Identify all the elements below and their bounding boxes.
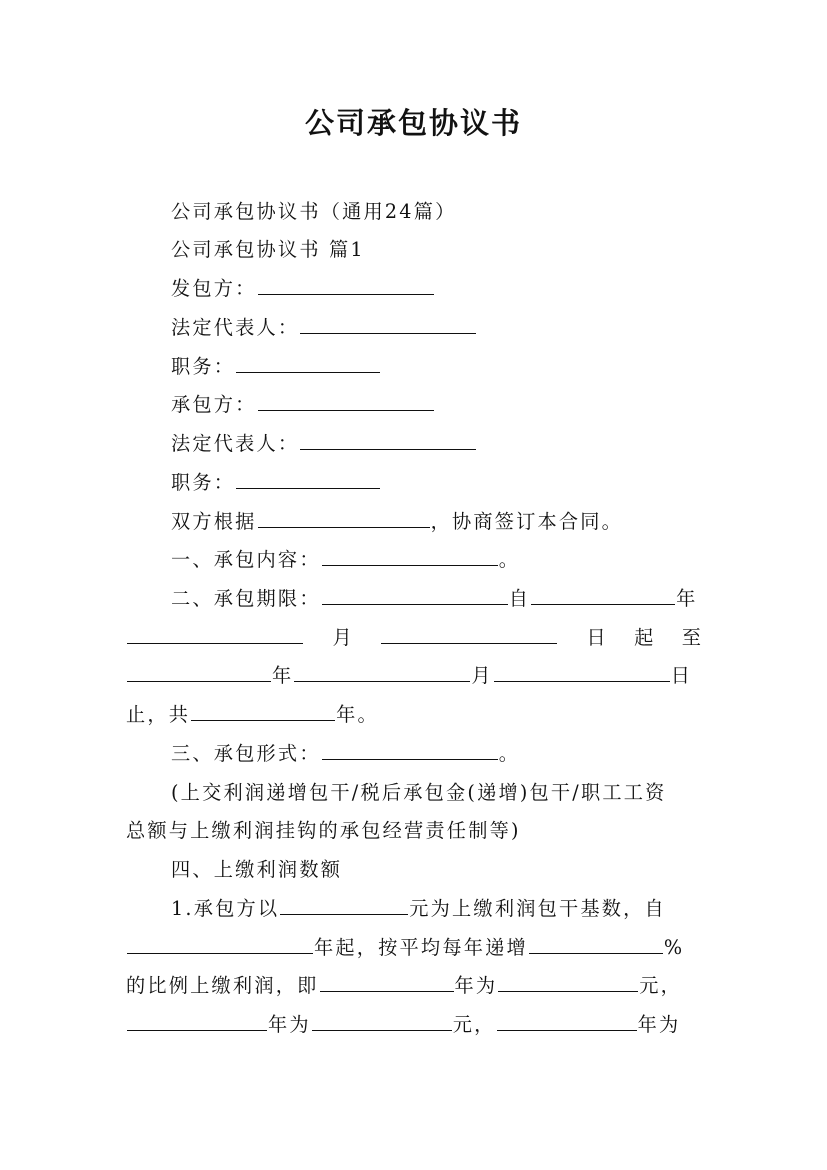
- position-blank-2: [236, 471, 380, 489]
- content-blank: [322, 548, 498, 566]
- profit-blank-2: [127, 936, 313, 954]
- form-blank: [322, 742, 498, 760]
- content-period: 。: [498, 548, 521, 571]
- legal-rep-blank-2: [300, 432, 476, 450]
- profit-year-label-3: 年为: [637, 1013, 681, 1036]
- profit-line-1: [171, 897, 666, 921]
- form-note-line-2: 总额与上缴利润挂钩的承包经营责任制等): [126, 819, 521, 842]
- profit-text-1: 1.承包方以: [171, 897, 280, 920]
- term-line-4: [126, 703, 379, 727]
- profit-text-3: 年起，按平均每年递增: [314, 936, 528, 959]
- profit-blank-5: [498, 974, 638, 992]
- term-total-years: 年。: [336, 703, 379, 726]
- term-blank-7: [494, 664, 670, 682]
- term-blank-5: [127, 664, 271, 682]
- profit-year-label-1: 年为: [454, 974, 498, 997]
- form-period: 。: [498, 742, 521, 765]
- profit-heading: 四、上缴利润数额: [171, 858, 343, 881]
- position-label-1: 职务：: [171, 355, 236, 378]
- position-line-1: [171, 355, 381, 379]
- form-note-line-1: (上交利润递增包干/税后承包金(递增)包干/职工工资: [171, 781, 667, 804]
- basis-line: [171, 510, 623, 534]
- profit-blank-7: [312, 1013, 452, 1031]
- term-to: 至: [681, 626, 701, 649]
- form-line: [171, 742, 520, 766]
- term-line-2: [126, 626, 701, 650]
- profit-blank-1: [280, 897, 408, 915]
- term-start: 起: [634, 626, 654, 649]
- section-heading: 公司承包协议书 篇1: [171, 238, 365, 261]
- term-blank-4: [381, 626, 557, 644]
- term-day-1: 日: [586, 626, 606, 649]
- legal-rep-label-2: 法定代表人：: [171, 432, 300, 455]
- profit-year-label-2: 年为: [268, 1013, 311, 1036]
- term-day-2: 日: [670, 664, 693, 687]
- term-blank-6: [294, 664, 470, 682]
- position-line-2: [171, 471, 381, 495]
- profit-blank-3: [529, 936, 663, 954]
- content-line: [171, 548, 520, 572]
- legal-rep-blank-1: [300, 316, 476, 334]
- basis-blank: [258, 510, 430, 528]
- term-blank-2: [531, 587, 675, 605]
- basis-text-start: 双方根据: [171, 510, 257, 533]
- legal-rep-line-2: [171, 432, 477, 456]
- contractor-blank: [258, 393, 434, 411]
- profit-blank-8: [497, 1013, 637, 1031]
- profit-yuan-1: 元，: [639, 974, 683, 997]
- term-blank-3: [127, 626, 303, 644]
- profit-text-4: 的比例上缴利润，即: [126, 974, 319, 997]
- position-label-2: 职务：: [171, 471, 236, 494]
- profit-line-3: [126, 974, 682, 998]
- basis-text-end: ，协商签订本合同。: [430, 510, 624, 533]
- subtitle-line: 公司承包协议书（通用24篇）: [171, 200, 457, 223]
- term-line-1: [171, 587, 698, 611]
- contractor-line: [171, 393, 435, 417]
- term-from: 自: [508, 587, 531, 610]
- term-year-1: 年: [676, 587, 698, 610]
- profit-blank-4: [320, 974, 454, 992]
- content-label: 一、承包内容：: [171, 548, 321, 571]
- form-label: 三、承包形式：: [171, 742, 321, 765]
- term-year-2: 年: [272, 664, 294, 687]
- profit-line-2: [126, 936, 684, 960]
- term-total-label: 止，共: [126, 703, 191, 726]
- document-title: 公司承包协议书: [304, 106, 522, 140]
- term-month-2: 月: [471, 664, 493, 687]
- legal-rep-label-1: 法定代表人：: [171, 316, 300, 339]
- term-month-1: 月: [332, 626, 352, 649]
- profit-text-2: 元为上缴利润包干基数，自: [409, 897, 666, 920]
- term-label: 二、承包期限：: [171, 587, 321, 610]
- term-line-3: [126, 664, 692, 688]
- profit-percent: %: [663, 936, 685, 959]
- legal-rep-line-1: [171, 316, 477, 340]
- profit-blank-6: [127, 1013, 267, 1031]
- employer-label: 发包方：: [171, 277, 257, 300]
- term-blank-8: [191, 703, 335, 721]
- term-blank-1: [322, 587, 508, 605]
- profit-line-4: [126, 1013, 680, 1037]
- employer-line: [171, 277, 435, 301]
- position-blank-1: [236, 355, 380, 373]
- employer-blank: [258, 277, 434, 295]
- contractor-label: 承包方：: [171, 393, 257, 416]
- profit-yuan-2: 元，: [452, 1013, 496, 1036]
